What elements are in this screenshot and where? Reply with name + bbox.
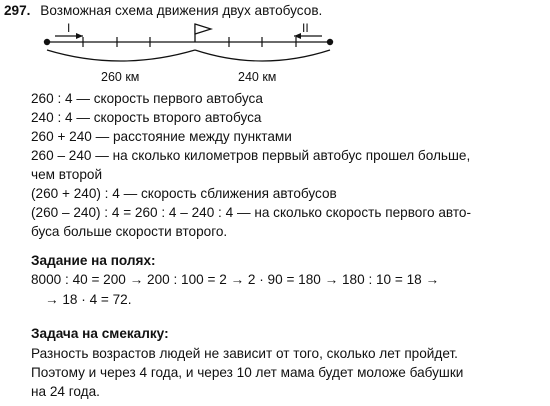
puzzle-line: Поэтому и через 4 года, и через 10 лет мама будет моложе бабушки bbox=[31, 365, 464, 380]
solution-line: 240 : 4 — скорость второго автобуса bbox=[31, 110, 262, 125]
problem-title: Возможная схема движения двух автобусов. bbox=[40, 3, 323, 18]
problem-header bbox=[4, 1, 322, 21]
margin-task-line: 8000 : 40 = 200 → 200 : 100 = 2 → 2 · 90 = 180 → 180 : 10 = 18 → bbox=[31, 272, 440, 287]
left-segment-label: 260 км bbox=[101, 70, 140, 84]
solution-line: (260 – 240) : 4 = 260 : 4 – 240 : 4 — на сколько скорость первого авто- bbox=[31, 205, 471, 220]
puzzle-line: на 24 года. bbox=[31, 384, 100, 399]
solution-line: (260 + 240) : 4 — скорость сближения автобусов bbox=[31, 186, 337, 201]
problem-number: 297. bbox=[4, 3, 31, 18]
bus-one-label: I bbox=[67, 21, 71, 35]
puzzle-line: Разность возрастов людей не зависит от того, сколько лет пройдет. bbox=[31, 346, 458, 361]
start-point bbox=[44, 39, 50, 45]
solution-line: 260 + 240 — расстояние между пунктами bbox=[31, 129, 292, 144]
right-segment-label: 240 км bbox=[238, 70, 277, 84]
solution-line: буса больше скорости второго. bbox=[31, 224, 228, 239]
solution-line: чем второй bbox=[31, 167, 103, 182]
margin-task-heading: Задание на полях: bbox=[31, 253, 156, 268]
puzzle-heading: Задача на смекалку: bbox=[31, 326, 169, 341]
left-segment-brace bbox=[47, 50, 195, 61]
solution-line: 260 – 240 — на сколько километров первый автобус прошел больше, bbox=[31, 148, 471, 163]
solution-line: 260 : 4 — скорость первого автобуса bbox=[31, 91, 263, 106]
meeting-flag-icon bbox=[195, 24, 211, 42]
end-point bbox=[327, 39, 333, 45]
bus-motion-diagram bbox=[0, 20, 550, 90]
margin-task-line: → 18 · 4 = 72. bbox=[45, 292, 132, 307]
bus-two-label: II bbox=[302, 21, 309, 35]
right-segment-brace bbox=[195, 50, 330, 61]
